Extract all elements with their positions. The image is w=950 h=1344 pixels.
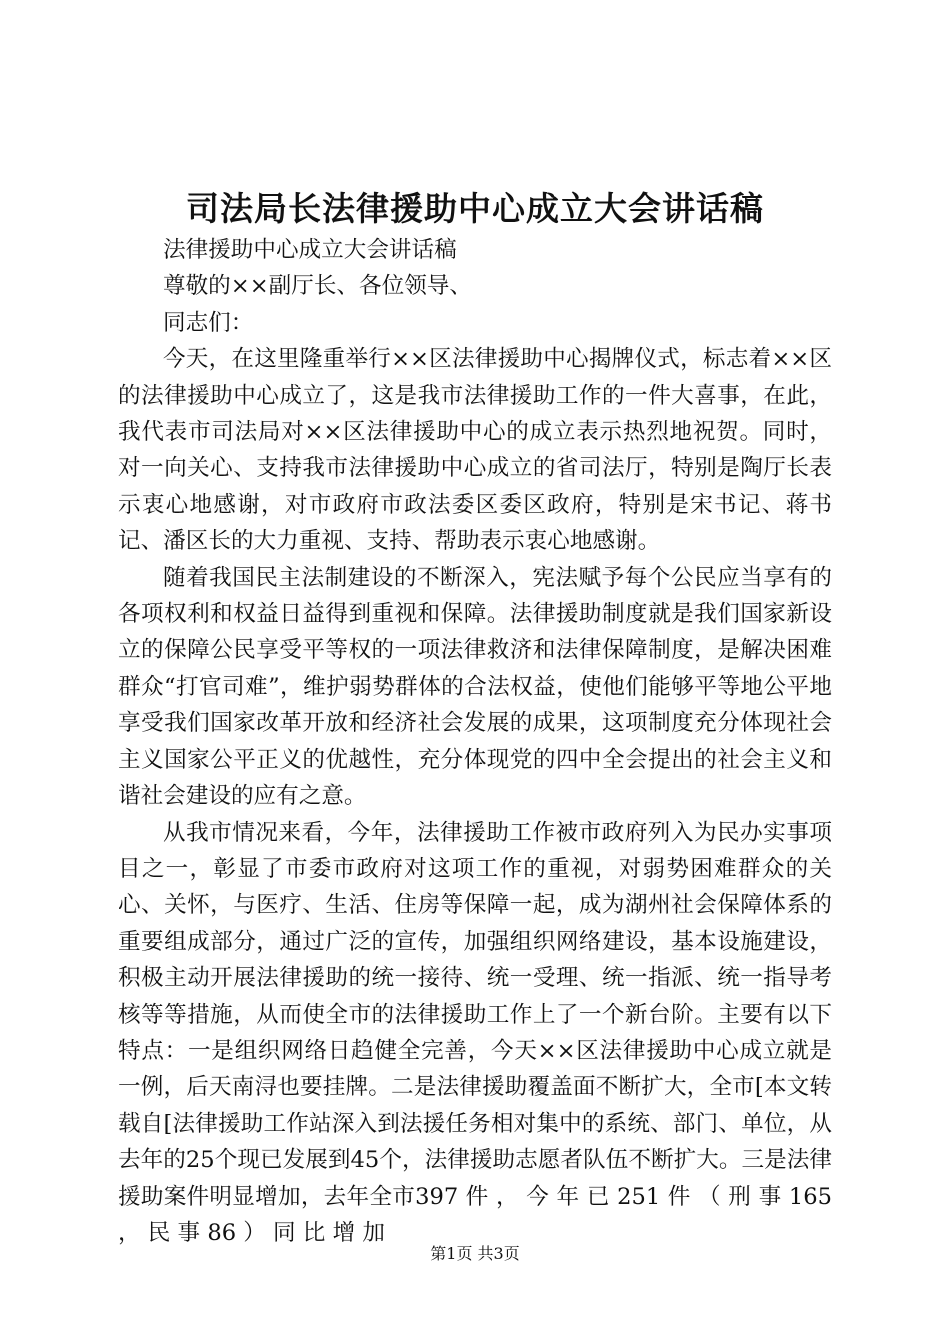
subtitle-line: 法律援助中心成立大会讲话稿 [163,237,457,263]
document-title: 司法局长法律援助中心成立大会讲话稿 [186,189,764,228]
salutation-line-2: 同志们： [163,309,254,336]
body-paragraph-2: 随着我国民主法制建设的不断深入，宪法赋予每个公民应当享有的各项权利和权益日益得到重视和保障。法律援助制度就是我们国家新设立的保障公民享受平等权的一项法律救济和法律保障制度，是解决困难群众“打官司难”，维护弱势群体的合法权益，使他们能够平等地公平地享受我们国家改革开放和经济社会发展的成果，这项制度充分体现社会主义国家公平正义的优越性，充分体现党的四中全会提出的社会主义和谐社会建设的应有之意。 [118,564,832,810]
body-paragraph-3: 从我市情况来看，今年，法律援助工作被市政府列入为民办实事项目之一，彰显了市委市政府对这项工作的重视，对弱势困难群众的关心、关怀，与医疗、生活、住房等保障一起，成为湖州社会保障体系的重要组成部分，通过广泛的宣传，加强组织网络建设，基本设施建设，积极主动开展法律援助的统一接待、统一受理、统一指派、统一指导考核等等措施，从而使全市的法律援助工作上了一个新台阶。主要有以下特点：一是组织网络日趋健全完善，今天××区法律援助中心成立就是一例，后天南浔也要挂牌。二是法律援助覆盖面不断扩大，全市[本文转载自[法律援助工作站深入到法援任务相对集中的系统、部门、单位，从去年的25个现已发展到45个，法律援助志愿者队伍不断扩大。三是法律援助案件明显增加，去年全市397 件 ， 今 年 已 251 件 （ 刑 事 165 ， 民 事 86 ） 同 比 增 加 [118,819,832,1246]
body-paragraph-1: 今天，在这里隆重举行××区法律援助中心揭牌仪式，标志着××区的法律援助中心成立了，这是我市法律援助工作的一件大喜事，在此，我代表市司法局对××区法律援助中心的成立表示热烈地祝贺。同时，对一向关心、支持我市法律援助中心成立的省司法厅，特别是陶厅长表示衷心地感谢，对市政府市政法委区委区政府，特别是宋书记、蒋书记、潘区长的大力重视、支持、帮助表示衷心地感谢。 [118,346,832,555]
page-footer: 第1页 共3页 [430,1244,520,1263]
document-body [118,232,832,1251]
salutation-line-1: 尊敬的××副厅长、各位领导、 [163,273,472,300]
